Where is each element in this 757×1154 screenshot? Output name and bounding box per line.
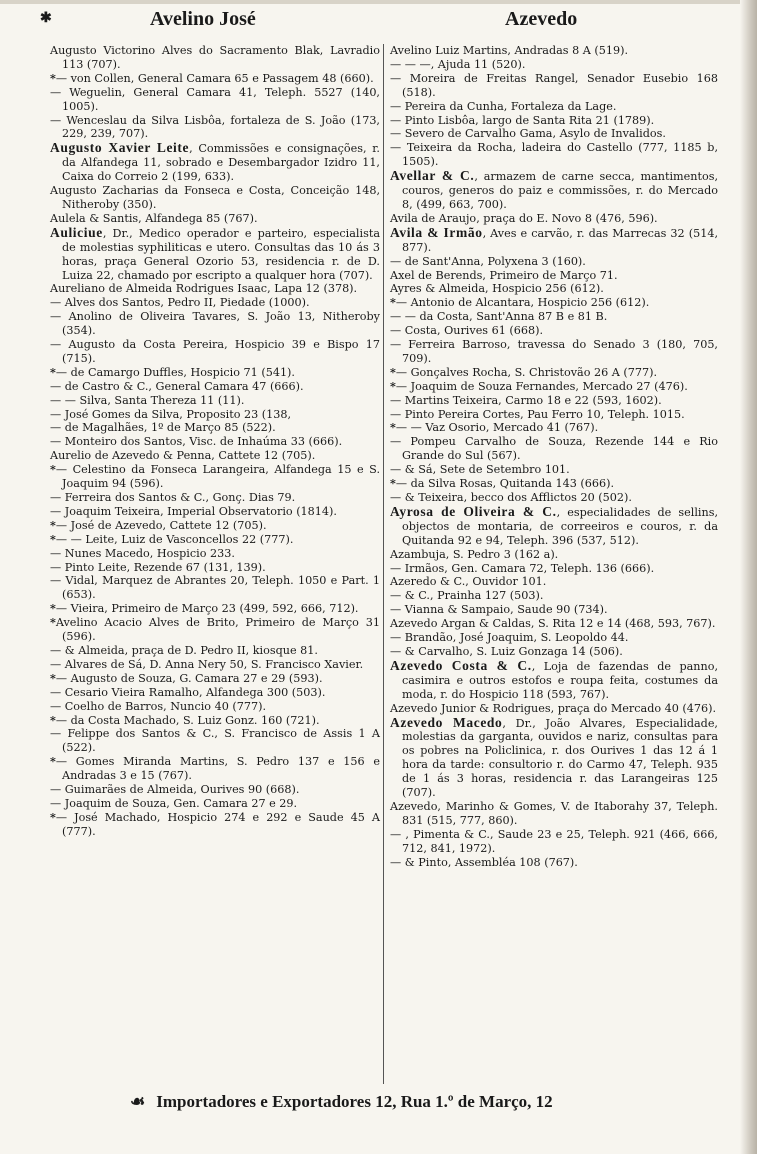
- entry-marker: *: [50, 809, 56, 824]
- entry-detail: , S. Luiz Gonzaga 14 (506).: [469, 644, 623, 658]
- entry-detail: , praça do Mercado 40 (476).: [550, 701, 717, 715]
- entry-detail: , Fortaleza da Lage.: [503, 99, 617, 113]
- left-column: [50, 44, 380, 839]
- page-footer: [130, 1092, 730, 1112]
- directory-entry: [390, 100, 718, 114]
- directory-entry: [390, 659, 718, 702]
- page-binding-edge: [740, 0, 757, 1154]
- entry-name: Aulela & Santis: [50, 211, 139, 225]
- directory-entry: [390, 366, 718, 380]
- entry-name: — Irmãos: [390, 561, 445, 575]
- entry-name: — Pompeu Carvalho de Souza: [390, 435, 583, 449]
- directory-entry: [390, 575, 718, 589]
- entry-marker: *: [50, 517, 56, 532]
- entry-name: — & Carvalho: [390, 644, 470, 658]
- directory-entry: [390, 127, 718, 141]
- directory-entry: [50, 783, 380, 797]
- entry-name: — & Almeida: [50, 643, 125, 657]
- entry-name: — Joaquim Teixeira: [50, 504, 161, 518]
- entry-detail: , Senador Eusebio 168 (518).: [402, 71, 718, 99]
- directory-entry: [50, 672, 380, 686]
- entry-name: Augusto Victorino Alves do Sacramento: [50, 44, 288, 57]
- entry-marker: *: [390, 364, 396, 379]
- entry-name: — Ferreira Barroso: [390, 338, 507, 352]
- entry-name: Augusto Zacharias da Fonseca e Costa: [50, 184, 282, 198]
- entry-detail: , General Camara 47 (666).: [148, 379, 304, 393]
- entry-name: — Guimarães de Almeida: [50, 783, 194, 797]
- directory-entry: [390, 800, 718, 828]
- directory-entry: [390, 603, 718, 617]
- directory-entry: [50, 44, 380, 72]
- entry-name: — Weguelin: [50, 85, 122, 99]
- header-left-guideword: Avelino José: [150, 8, 256, 30]
- directory-entry: [50, 366, 380, 380]
- directory-entry: [50, 463, 380, 491]
- directory-entry: [390, 408, 718, 422]
- entry-detail: , Commissões e consignações, r. da Alfandega 11, sobrado e Desembargador Izidro 11, Caixa do Correio 2 (199, 633).: [62, 142, 380, 184]
- entry-marker: *: [390, 420, 396, 435]
- entry-detail: , Ouvidor 101.: [465, 575, 547, 589]
- entry-detail: , Saude 23 e 25, Teleph. 921 (466, 666, 712, 841, 1972).: [402, 827, 718, 855]
- directory-entry: [50, 714, 380, 728]
- entry-name: — Anolino de Oliveira Tavares: [50, 310, 237, 324]
- entry-detail: , Conceição 148, Nitheroby (350).: [62, 184, 380, 211]
- entry-name: — Ferreira dos Santos & C.: [50, 491, 206, 504]
- entry-name: — Celestino da Fonseca Larangeira: [55, 463, 266, 477]
- entry-name: Augusto Xavier Leite: [50, 140, 190, 156]
- directory-entry: [390, 324, 718, 338]
- entry-name: — Vidal, Marquez de Abrantes 20: [50, 574, 245, 588]
- entry-detail: , Andradas 8 A (519).: [507, 44, 629, 57]
- entry-detail: , Mercado 41 (767).: [485, 421, 599, 435]
- directory-entry: [390, 338, 718, 366]
- entry-name: Avila & Irmão: [390, 224, 483, 240]
- entry-detail: , Pedro II, Piedade (1000).: [160, 296, 310, 310]
- directory-entry: [50, 686, 380, 700]
- entry-name: — Augusto da Costa Pereira: [50, 338, 225, 352]
- entry-name: — Brandão: [390, 631, 453, 645]
- entry-name: Avila de Araujo: [390, 211, 477, 225]
- entry-name: — Costa: [390, 324, 437, 338]
- entry-detail: , Pau Ferro 10, Teleph. 1015.: [520, 407, 685, 421]
- entry-name: Azevedo Junior & Rodrigues: [390, 701, 551, 715]
- entry-name: — Severo de Carvalho Gama: [390, 127, 553, 141]
- entry-detail: , armazem de carne secca, mantimentos, couros, generos do paiz e commissões, r. do Mercado 8, (499, 663, 700).: [402, 170, 718, 211]
- entry-name: — Monteiro dos Santos: [50, 435, 183, 449]
- directory-entry: [390, 548, 718, 562]
- directory-entry: [390, 212, 718, 226]
- entry-name: — Nunes Macedo: [50, 546, 150, 560]
- directory-entry: [50, 72, 380, 86]
- directory-entry: [50, 547, 380, 561]
- entry-detail: , Quitanda 143 (666).: [492, 477, 615, 491]
- entry-detail: Blak, Lavradio 113 (707).: [62, 44, 380, 71]
- entry-detail: , Hospicio 71 (541).: [183, 365, 295, 379]
- directory-entry: [50, 644, 380, 658]
- entry-detail: , Loja de fazendas de panno, casimira e outros estofos e roupa feita, costumes da moda, r. do Hospicio 118 (593, 767).: [402, 659, 718, 701]
- entry-detail: , S. Rita 12 e 14 (468, 593, 767).: [530, 617, 716, 631]
- entry-name: — — da Costa: [390, 310, 470, 324]
- entry-name: Azevedo Macedo: [390, 714, 503, 730]
- entry-detail: , Rezende 144 e Rio Grande do Sul (567).: [402, 435, 718, 463]
- entry-detail: , praça do E. Novo 8 (476, 596).: [476, 211, 658, 225]
- directory-entry: [50, 602, 380, 616]
- entry-detail: , Primeiro de Março 31 (596).: [62, 616, 380, 644]
- entry-name: — Joaquim de Souza Fernandes: [395, 379, 576, 393]
- entry-name: — Joaquim de Souza: [50, 796, 167, 810]
- entry-detail: , S. Luiz Gonz. 160 (721).: [175, 713, 320, 727]
- directory-entry: [50, 561, 380, 575]
- directory-entry: [390, 226, 718, 255]
- directory-entry: [50, 421, 380, 435]
- entry-detail: , Gen. Camara 27 e 29.: [166, 796, 298, 810]
- directory-entry: [50, 533, 380, 547]
- entry-detail: , Hospicio 256 (612).: [530, 296, 650, 310]
- directory-entry: [50, 86, 380, 114]
- entry-detail: , Hospicio 39 e Bispo 17 (715).: [62, 338, 380, 365]
- directory-entry: [390, 828, 718, 856]
- entry-detail: , Hospicio 233.: [149, 546, 235, 560]
- directory-entry: [390, 296, 718, 310]
- entry-name: — Alves dos Santos: [50, 296, 161, 310]
- entry-name: — Alvares de Sá: [50, 657, 143, 671]
- entry-name: — Wenceslau da Silva Lisbôa: [50, 113, 222, 127]
- directory-entry: [390, 169, 718, 212]
- directory-entry: [390, 58, 718, 72]
- entry-detail: , Mercado 27 (476).: [575, 379, 688, 393]
- directory-entry: [390, 477, 718, 491]
- entry-detail: , Dr., Medico operador e parteiro, especialista de molestias syphiliticas e utero. Consultas das 10 ás 3 horas, praça General Ozorio 53, residencia r. de D. Luiza 22, chamado por escripto a qualquer hora (707).: [62, 226, 380, 282]
- entry-name: — Cesario Vieira Ramalho: [50, 685, 199, 699]
- entry-detail: , Cattete 12 (705).: [162, 518, 267, 532]
- directory-entry: [50, 184, 380, 212]
- directory-entry: [50, 616, 380, 644]
- directory-entry: [390, 631, 718, 645]
- entry-detail: , ladeira do Castello (777, 1185 b, 1505).: [402, 141, 719, 169]
- entry-detail: , 1º de Março 85 (522).: [143, 421, 276, 435]
- directory-entry: [390, 562, 718, 576]
- directory-entry: [50, 408, 380, 422]
- footer-ornament-icon: ☙: [130, 1092, 146, 1111]
- entry-marker: *: [390, 378, 396, 393]
- entry-name: Avelino Luiz Martins: [390, 44, 508, 57]
- directory-entry: [390, 114, 718, 128]
- entry-name: — & Teixeira: [390, 491, 464, 504]
- entry-name: Ayres & Almeida: [390, 282, 486, 296]
- page-header: [40, 6, 740, 34]
- entry-detail: , Santa Thereza 11 (11).: [107, 393, 245, 407]
- entry-name: — , Pimenta & C.: [390, 827, 490, 841]
- directory-entry: [50, 491, 380, 505]
- entry-name: Axel de Berends: [390, 268, 483, 282]
- entry-detail: , Alfandega 15 e S. Joaquim 94 (596).: [62, 463, 381, 491]
- entry-marker: *: [50, 615, 56, 630]
- directory-entry: [50, 811, 380, 839]
- entry-detail: , Ourives 61 (668).: [436, 324, 544, 338]
- directory-entry: [50, 226, 380, 283]
- entry-detail: , V. de Itaborahy 37, Teleph. 831 (515, 777, 860).: [402, 799, 718, 827]
- directory-entry: [390, 255, 718, 269]
- entry-name: — Gonçalves Rocha: [395, 365, 508, 379]
- entry-detail: , Assembléa 108 (767).: [447, 855, 578, 869]
- page-top-edge: [0, 0, 757, 4]
- entry-detail: , S. João 13, Nitheroby (354).: [62, 310, 380, 338]
- directory-entry: [390, 505, 718, 548]
- directory-entry: [50, 574, 380, 602]
- entry-detail: , S. Pedro 3 (162 a).: [445, 547, 559, 561]
- entry-name: — Vieira: [55, 602, 105, 616]
- entry-detail: , General Camara 41, Teleph. 5527 (140, 1005).: [62, 85, 380, 113]
- entry-name: — — Silva: [50, 393, 108, 407]
- directory-entry: [390, 491, 718, 505]
- entry-marker: *: [50, 712, 56, 727]
- entry-name: — — —: [390, 57, 431, 71]
- entry-marker: *: [50, 754, 56, 769]
- entry-name: — de Castro & C.: [50, 379, 149, 393]
- directory-entry: [50, 505, 380, 519]
- directory-entry: [390, 463, 718, 477]
- entry-name: Auliciue: [50, 224, 103, 240]
- directory-entry: [50, 797, 380, 811]
- entry-name: Aurelio de Azevedo & Penna: [50, 449, 212, 463]
- entry-detail: , Luiz de Vasconcellos 22 (777).: [114, 532, 294, 546]
- right-column: [390, 44, 718, 869]
- entry-name: — Pereira da Cunha: [390, 99, 504, 113]
- directory-entry: [50, 727, 380, 755]
- directory-entry: [50, 658, 380, 672]
- entry-detail: , Lapa 12 (378).: [267, 282, 358, 296]
- entry-detail: , Saude 90 (734).: [510, 603, 608, 617]
- directory-entry: [390, 141, 718, 169]
- entry-name: — Antonio de Alcantara: [395, 296, 531, 310]
- entry-name: Azevedo Costa & C.: [390, 657, 532, 673]
- entry-detail: , Aves e carvão, r. das Marrecas 32 (514, 877).: [402, 226, 718, 254]
- entry-detail: , fortaleza de S. João (173, 229, 239, 707).: [62, 113, 380, 141]
- directory-entry: [390, 269, 718, 283]
- directory-entry: [390, 617, 718, 631]
- directory-entry: [50, 141, 380, 184]
- directory-entry: [390, 856, 718, 870]
- directory-entry: [50, 212, 380, 226]
- entry-detail: , Proposito 23 (138,: [179, 407, 292, 421]
- entry-name: — Teixeira da Rocha: [390, 141, 513, 155]
- entry-name: Azevedo Argan & Caldas: [390, 617, 531, 631]
- entry-name: — — Vaz Osorio: [395, 421, 486, 435]
- entry-detail: , G. Camara 27 e 29 (593).: [172, 671, 323, 685]
- entry-detail: , S. Francisco de Assis 1 A (522).: [62, 727, 380, 755]
- entry-marker: *: [390, 476, 396, 491]
- entry-name: Ayrosa de Oliveira & C.: [390, 503, 557, 519]
- entry-detail: , D. Anna Nery 50, S. Francisco Xavier.: [142, 657, 364, 671]
- entry-name: — Vianna & Sampaio: [390, 603, 511, 617]
- directory-entry: [390, 394, 718, 408]
- directory-entry: [390, 72, 718, 100]
- entry-name: — & Sá: [390, 463, 433, 477]
- directory-entry: [50, 114, 380, 142]
- entry-detail: , General Camara 65 e Passagem 48 (660).: [130, 71, 374, 85]
- entry-name: — — Leite: [55, 532, 115, 546]
- entry-name: — Moreira de Freitas Rangel: [390, 71, 575, 85]
- entry-name: — Felippe dos Santos & C.: [50, 727, 215, 741]
- entry-name: Avellar & C.: [390, 168, 475, 184]
- directory-entry: [50, 449, 380, 463]
- directory-entry: [50, 519, 380, 533]
- entry-name: — de Camargo Duffles: [55, 365, 184, 379]
- directory-entry: [390, 380, 718, 394]
- entry-marker: *: [50, 670, 56, 685]
- entry-detail: , Ourives 90 (668).: [193, 783, 300, 797]
- entry-detail: , Primeiro de Março 23 (499, 592, 666, 712).: [104, 602, 359, 616]
- entry-detail: , Gonç. Dias 79.: [205, 491, 296, 504]
- entry-detail: , Polyxena 3 (160).: [480, 254, 586, 268]
- entry-detail: , Prainha 127 (503).: [429, 589, 544, 603]
- entry-detail: , S. Pedro 137 e 156 e Andradas 3 e 15 (767).: [62, 755, 380, 783]
- entry-marker: *: [50, 462, 56, 477]
- entry-name: — & Pinto: [390, 855, 448, 869]
- directory-entry: [50, 338, 380, 366]
- entry-detail: , S. Christovão 26 A (777).: [507, 365, 658, 379]
- entry-detail: , praça de D. Pedro II, kiosque 81.: [124, 643, 318, 657]
- entry-name: Azambuja: [390, 547, 446, 561]
- entry-name: Aureliano de Almeida Rodrigues Isaac: [50, 282, 268, 296]
- directory-entry: [50, 296, 380, 310]
- entry-name: — Augusto de Souza: [55, 671, 173, 685]
- entry-detail: , becco dos Afflictos 20 (502).: [463, 491, 632, 504]
- entry-name: — José de Azevedo: [55, 518, 163, 532]
- directory-entry: [50, 755, 380, 783]
- entry-marker: *: [50, 364, 56, 379]
- entry-detail: , Alfandega 85 (767).: [138, 211, 258, 225]
- entry-name: — & C.: [390, 589, 430, 603]
- entry-marker: *: [390, 295, 396, 310]
- entry-detail: , Cattete 12 (705).: [211, 449, 316, 463]
- entry-marker: *: [50, 70, 56, 85]
- entry-name: — Pinto Leite: [50, 560, 127, 574]
- directory-entry: [390, 421, 718, 435]
- entry-detail: , Sant'Anna 87 B e 81 B.: [469, 310, 608, 324]
- entry-detail: , Alfandega 300 (503).: [198, 685, 326, 699]
- entry-name: Avelino Acacio Alves de Brito: [55, 616, 236, 630]
- entry-name: — da Costa Machado: [55, 713, 176, 727]
- entry-detail: , Sete de Setembro 101.: [432, 463, 570, 477]
- entry-marker: *: [50, 601, 56, 616]
- header-right-guideword: Azevedo: [505, 8, 578, 30]
- directory-entry: [390, 44, 718, 58]
- entry-name: — de Sant'Anna: [390, 254, 481, 268]
- directory-entry: [390, 702, 718, 716]
- entry-detail: , Nuncio 40 (777).: [163, 699, 267, 713]
- directory-entry: [390, 716, 718, 800]
- directory-entry: [50, 282, 380, 296]
- entry-detail: , Ajuda 11 (520).: [430, 57, 526, 71]
- entry-name: — von Collen: [55, 71, 131, 85]
- entry-detail: , Asylo de Invalidos.: [552, 127, 666, 141]
- entry-detail: , Imperial Observatorio (1814).: [160, 504, 337, 518]
- entry-detail: , José Joaquim, S. Leopoldo 44.: [452, 631, 629, 645]
- entry-name: — Pinto Pereira Cortes: [390, 407, 521, 421]
- entry-detail: , Hospicio 274 e 292 e Saude 45 A (777).: [62, 810, 380, 838]
- directory-entry: [390, 435, 718, 463]
- entry-name: — José Machado: [55, 810, 157, 824]
- entry-name: — Pinto Lisbôa: [390, 113, 476, 127]
- entry-name: — Coelho de Barros: [50, 699, 164, 713]
- entry-detail: , Gen. Camara 72, Teleph. 136 (666).: [444, 561, 655, 575]
- directory-entry: [50, 394, 380, 408]
- entry-detail: , largo de Santa Rita 21 (1789).: [475, 113, 655, 127]
- directory-entry: [390, 645, 718, 659]
- entry-detail: , Rezende 67 (131, 139).: [126, 560, 266, 574]
- entry-name: — José Gomes da Silva: [50, 407, 180, 421]
- entry-marker: *: [50, 531, 56, 546]
- entry-name: — da Silva Rosas: [395, 477, 493, 491]
- entry-detail: , Dr., João Alvares, Especialidade, molestias da garganta, ouvidos e nariz, consultas para os pobres na Policlinica, r. dos Ourives 1 das 12 á 1 hora da tarde: consultorio r. do Carmo 47, Teleph. 935 de 1 ás 3 horas, residencia r. das Larangeiras 125 (707).: [402, 716, 718, 800]
- entry-detail: , Primeiro de Março 71.: [482, 268, 618, 282]
- directory-entry: [50, 310, 380, 338]
- footer-text: Importadores e Exportadores 12, Rua 1.º de Março, 12: [156, 1092, 553, 1111]
- directory-entry: [390, 310, 718, 324]
- entry-name: — Gomes Miranda Martins: [55, 755, 225, 769]
- directory-entry: [390, 589, 718, 603]
- directory-entry: [50, 435, 380, 449]
- entry-name: — Martins Teixeira: [390, 393, 499, 407]
- ornament-icon: ✱: [40, 11, 52, 26]
- entry-detail: , Hospicio 256 (612).: [485, 282, 604, 296]
- entry-detail: , Carmo 18 e 22 (593, 1602).: [498, 393, 662, 407]
- entry-detail: , especialidades de sellins, objectos de montaria, de correeiros e couros, r. da Quitanda 92 e 94, Teleph. 396 (537, 512).: [402, 505, 719, 547]
- entry-name: Azevedo, Marinho & Gomes: [390, 799, 553, 813]
- directory-entry: [50, 700, 380, 714]
- entry-detail: , travessa do Senado 3 (180, 705, 709).: [402, 338, 718, 365]
- entry-detail: , Teleph. 1050 e Part. 1 (653).: [62, 574, 380, 602]
- entry-detail: , Visc. de Inhaúma 33 (666).: [182, 435, 343, 449]
- directory-entry: [390, 282, 718, 296]
- directory-entry: [50, 380, 380, 394]
- entry-name: — de Magalhães: [50, 421, 144, 435]
- entry-name: Azeredo & C.: [390, 575, 466, 589]
- column-divider: [383, 44, 384, 1084]
